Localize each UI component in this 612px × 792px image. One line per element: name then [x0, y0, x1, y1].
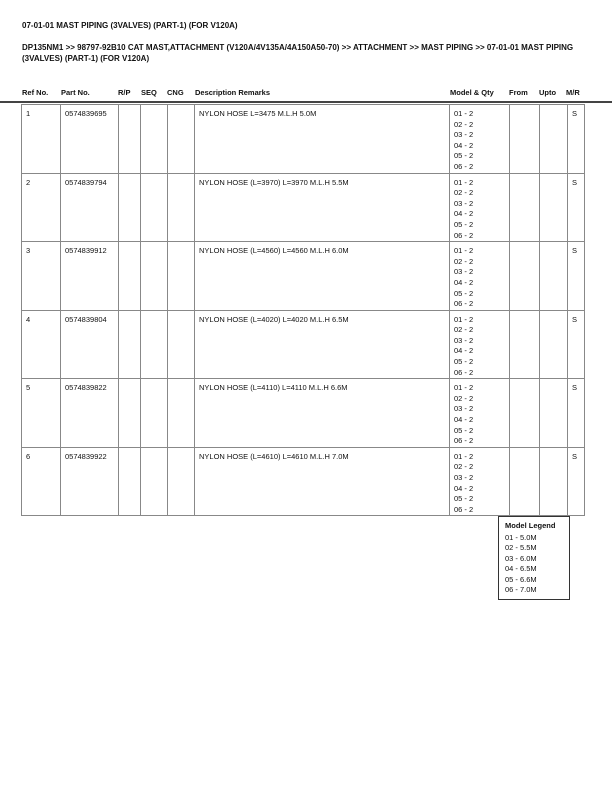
model-qty-line: 04 - 2	[454, 346, 474, 356]
model-qty-line: 02 - 2	[454, 256, 474, 266]
ref-no-cell: 3	[22, 242, 61, 311]
mr-cell: S	[568, 379, 585, 448]
part-no-cell: 0574839922	[61, 447, 119, 516]
rp-cell	[119, 310, 141, 379]
seq-cell	[141, 379, 168, 448]
model-qty-line: 03 - 2	[454, 335, 474, 345]
model-qty-line: 01 - 2	[454, 109, 474, 118]
part-no-cell: 0574839822	[61, 379, 119, 448]
description-cell: NYLON HOSE (L=4610) L=4610 M.L.H 7.0M	[195, 447, 450, 516]
upto-cell	[540, 379, 568, 448]
table-row	[22, 173, 585, 242]
cng-cell	[168, 379, 195, 448]
cng-cell	[168, 105, 195, 174]
header-upto: Upto	[539, 88, 557, 97]
cng-cell	[168, 310, 195, 379]
model-qty-line: 05 - 2	[454, 357, 474, 367]
mr-cell: S	[568, 105, 585, 174]
model-qty-line: 01 - 2	[454, 246, 474, 256]
legend-item: 01 - 5.0M	[505, 532, 537, 542]
legend-item: 02 - 5.5M	[505, 543, 537, 552]
header-cng: CNG	[167, 88, 184, 97]
header-rp: R/P	[118, 88, 131, 97]
mr-cell: S	[568, 447, 585, 516]
part-no-cell: 0574839912	[61, 242, 119, 311]
ref-no-cell: 6	[22, 447, 61, 516]
model-qty-cell	[450, 310, 510, 379]
upto-cell	[540, 173, 568, 242]
from-cell	[510, 310, 540, 379]
model-qty-line: 02 - 2	[454, 188, 474, 198]
model-qty-line: 02 - 2	[454, 119, 474, 129]
model-qty-cell	[450, 242, 510, 311]
model-qty-line: 03 - 2	[454, 198, 474, 208]
upto-cell	[540, 105, 568, 174]
ref-no-cell: 4	[22, 310, 61, 379]
model-qty-line: 02 - 2	[454, 462, 474, 472]
mr-cell: S	[568, 173, 585, 242]
legend-item: 06 - 7.0M	[505, 585, 537, 594]
cng-cell	[168, 173, 195, 242]
model-qty-line: 01 - 2	[454, 383, 474, 393]
model-qty-cell	[450, 447, 510, 516]
rp-cell	[119, 379, 141, 448]
from-cell	[510, 379, 540, 448]
model-qty-line: 04 - 2	[454, 209, 474, 219]
header-seq: SEQ	[141, 88, 157, 97]
table-row	[22, 242, 585, 311]
header-from: From	[509, 88, 528, 97]
parts-table	[21, 104, 585, 516]
description-cell: NYLON HOSE (L=3970) L=3970 M.L.H 5.5M	[195, 173, 450, 242]
model-qty-line: 06 - 2	[454, 504, 474, 514]
seq-cell	[141, 242, 168, 311]
legend-item: 03 - 6.0M	[505, 553, 537, 563]
rp-cell	[119, 242, 141, 311]
model-qty-cell	[450, 379, 510, 448]
model-qty-line: 05 - 2	[454, 219, 474, 229]
seq-cell	[141, 447, 168, 516]
model-qty-line: 02 - 2	[454, 325, 474, 335]
header-ref: Ref No.	[22, 88, 49, 97]
model-qty-line: 06 - 2	[454, 367, 474, 377]
part-no-cell: 0574839794	[61, 173, 119, 242]
table-row	[22, 105, 585, 174]
cng-cell	[168, 242, 195, 311]
from-cell	[510, 173, 540, 242]
breadcrumb: DP135NM1 >> 98797-92B10 CAT MAST,ATTACHMENT (V120A/4V135A/4A150A50-70) >> ATTACHMENT >> MAST PIPING >> 07-01-01 MAST PIPING (3VALVES) (PART-1) (FOR V120A)	[22, 43, 574, 63]
header-part: Part No.	[61, 88, 90, 97]
from-cell	[510, 105, 540, 174]
header-divider	[0, 101, 612, 103]
legend-title: Model Legend	[505, 521, 556, 530]
model-qty-line: 04 - 2	[454, 483, 474, 493]
header-desc: Description Remarks	[195, 88, 271, 97]
table-row	[22, 379, 585, 448]
header-model-qty: Model & Qty	[450, 88, 494, 97]
ref-no-cell: 5	[22, 379, 61, 448]
model-qty-line: 01 - 2	[454, 314, 474, 324]
description-cell: NYLON HOSE (L=4560) L=4560 M.L.H 6.0M	[195, 242, 450, 311]
model-qty-line: 04 - 2	[454, 140, 474, 150]
table-header	[0, 88, 612, 100]
model-qty-line: 04 - 2	[454, 277, 474, 287]
upto-cell	[540, 447, 568, 516]
legend-item: 04 - 6.5M	[505, 564, 537, 573]
table-row	[22, 447, 585, 516]
rp-cell	[119, 105, 141, 174]
from-cell	[510, 242, 540, 311]
ref-no-cell: 1	[22, 105, 61, 174]
model-qty-line: 04 - 2	[454, 415, 474, 425]
seq-cell	[141, 310, 168, 379]
upto-cell	[540, 242, 568, 311]
model-qty-line: 03 - 2	[454, 267, 474, 277]
model-qty-line: 01 - 2	[454, 177, 474, 187]
rp-cell	[119, 447, 141, 516]
rp-cell	[119, 173, 141, 242]
seq-cell	[141, 105, 168, 174]
model-qty-cell	[450, 173, 510, 242]
seq-cell	[141, 173, 168, 242]
model-qty-line: 05 - 2	[454, 288, 474, 298]
part-no-cell: 0574839804	[61, 310, 119, 379]
mr-cell: S	[568, 242, 585, 311]
cng-cell	[168, 447, 195, 516]
model-qty-line: 05 - 2	[454, 425, 474, 435]
model-qty-line: 06 - 2	[454, 436, 474, 446]
model-qty-cell	[450, 105, 510, 174]
model-qty-line: 05 - 2	[454, 494, 474, 504]
model-qty-line: 03 - 2	[454, 473, 474, 482]
header-mr: M/R	[566, 88, 580, 97]
description-cell: NYLON HOSE L=3475 M.L.H 5.0M	[195, 105, 450, 174]
model-qty-line: 01 - 2	[454, 451, 474, 461]
model-legend	[498, 516, 570, 600]
ref-no-cell: 2	[22, 173, 61, 242]
model-qty-line: 05 - 2	[454, 151, 474, 161]
mr-cell: S	[568, 310, 585, 379]
model-qty-line: 02 - 2	[454, 393, 474, 403]
legend-item: 05 - 6.6M	[505, 574, 537, 584]
model-qty-line: 06 - 2	[454, 161, 474, 171]
model-qty-line: 06 - 2	[454, 230, 474, 240]
table-row	[22, 310, 585, 379]
from-cell	[510, 447, 540, 516]
model-qty-line: 06 - 2	[454, 299, 474, 309]
description-cell: NYLON HOSE (L=4020) L=4020 M.L.H 6.5M	[195, 310, 450, 379]
description-cell: NYLON HOSE (L=4110) L=4110 M.L.H 6.6M	[195, 379, 450, 448]
page-title: 07-01-01 MAST PIPING (3VALVES) (PART-1) (FOR V120A)	[22, 21, 238, 30]
part-no-cell: 0574839695	[61, 105, 119, 174]
model-qty-line: 03 - 2	[454, 130, 474, 140]
model-qty-line: 03 - 2	[454, 404, 474, 414]
upto-cell	[540, 310, 568, 379]
